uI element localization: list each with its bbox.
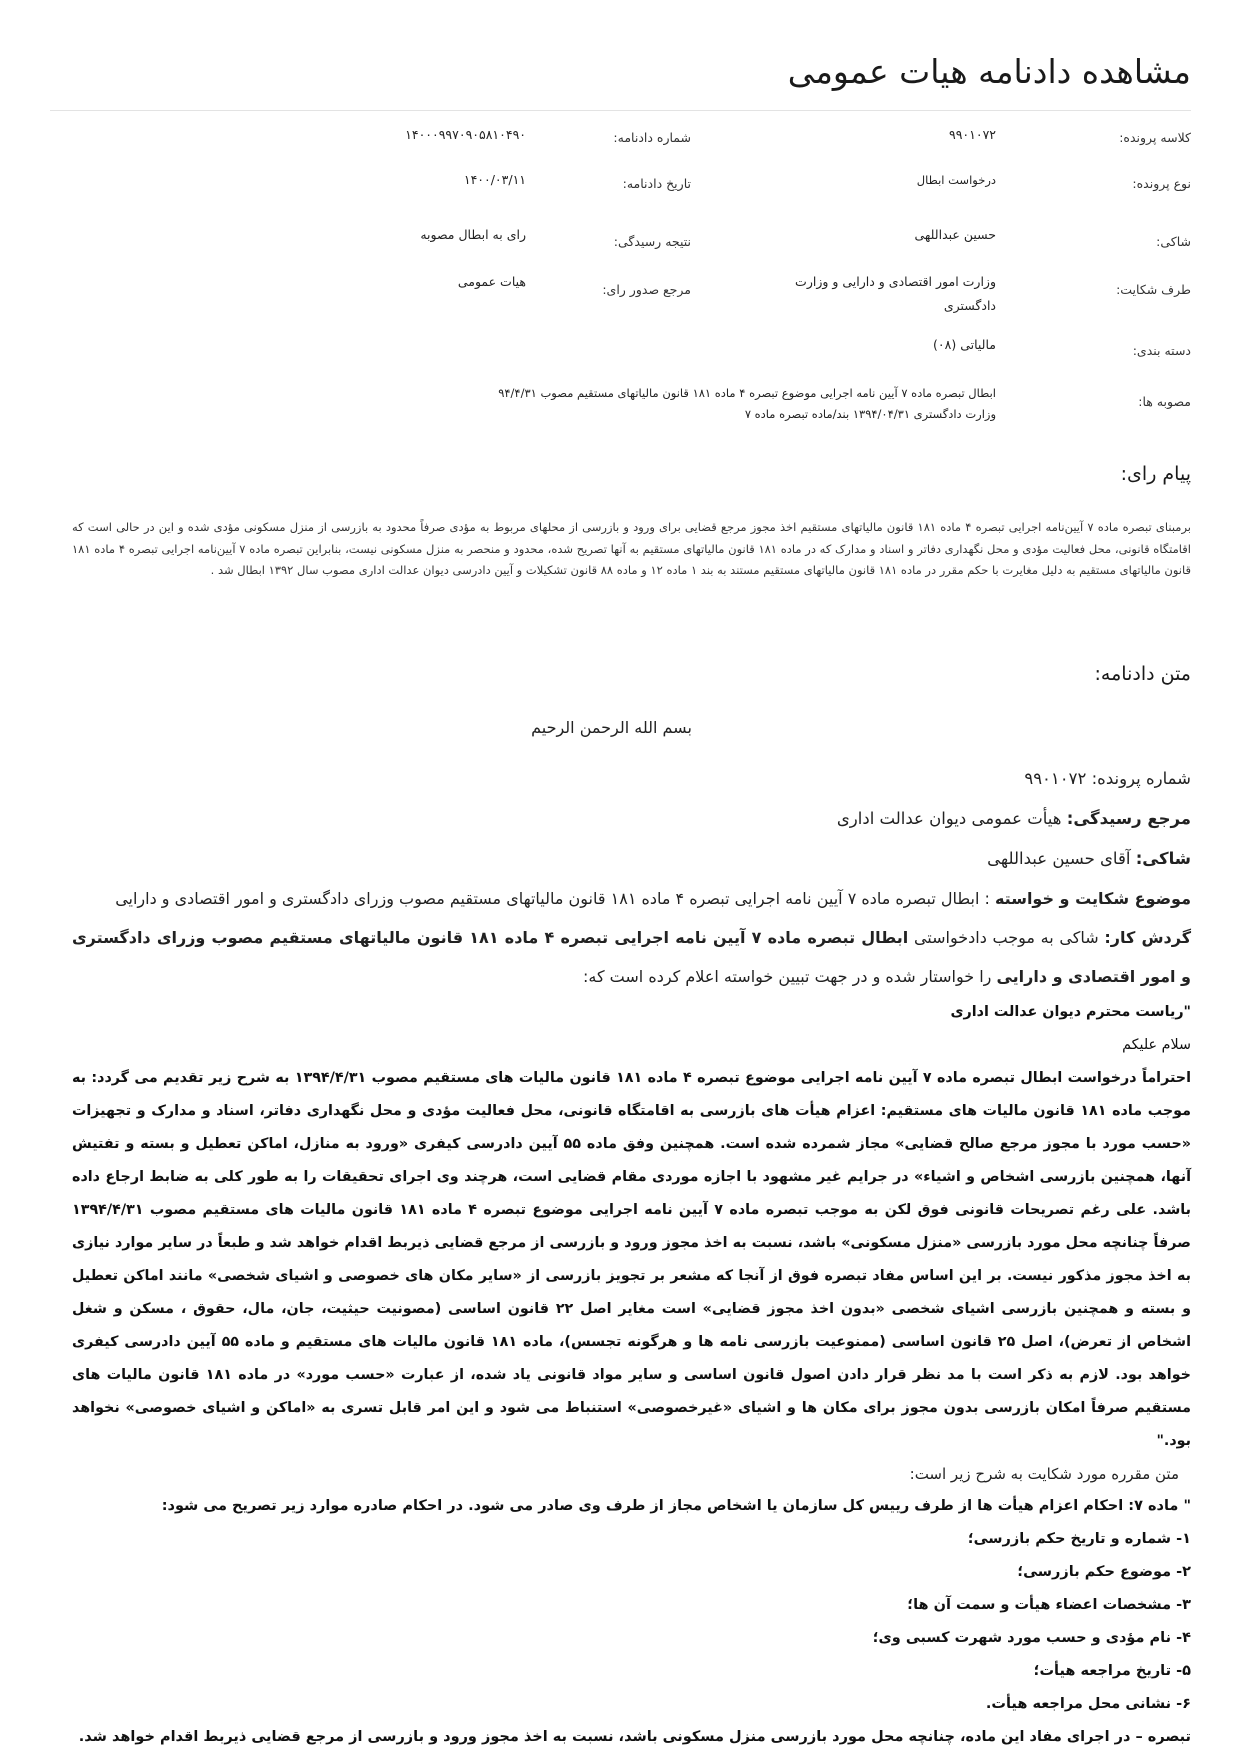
category-label: دسته بندی: xyxy=(1132,343,1191,358)
defendant-label: طرف شکایت: xyxy=(1116,282,1191,297)
plaintiff-label: شاکی: xyxy=(1156,234,1191,249)
process-intro: شاکی به موجب دادخواستی xyxy=(913,928,1099,947)
case-number-label: شماره پرونده: xyxy=(1091,769,1191,788)
verdict-text-heading: متن دادنامه: xyxy=(1094,663,1191,685)
verdict-number-label: شماره دادنامه: xyxy=(613,130,691,145)
subject-paragraph xyxy=(72,879,1191,918)
issuer-value: هیات عمومی xyxy=(457,274,526,289)
message-heading: پیام رای: xyxy=(1120,463,1191,485)
plaintiff-value: حسین عبداللهی xyxy=(914,227,996,242)
verdict-date-label: تاریخ دادنامه: xyxy=(622,176,691,191)
bismillah: بسم الله الرحمن الرحیم xyxy=(531,718,692,737)
plaintiff-verdict-value: آقای حسین عبداللهی xyxy=(987,849,1131,868)
process-label: گردش کار: xyxy=(1104,928,1192,947)
process-paragraph xyxy=(72,918,1191,996)
list-item: ۲- موضوع حکم بازرسی؛ xyxy=(1017,1564,1191,1580)
regulation-intro: متن مقرره مورد شکایت به شرح زیر است: xyxy=(909,1465,1179,1483)
issuer-label: مرجع صدور رای: xyxy=(602,282,691,297)
title-divider xyxy=(50,110,1191,111)
page-title: مشاهده دادنامه هیات عمومی xyxy=(787,52,1191,91)
case-number-line xyxy=(72,759,1191,799)
plaintiff-verdict-label: شاکی: xyxy=(1135,849,1191,868)
subject-label: موضوع شکایت و خواسته xyxy=(994,889,1191,908)
salutation-1: "ریاست محترم دیوان عدالت اداری xyxy=(950,1004,1191,1020)
article-note: تبصره – در اجرای مفاد این ماده، چنانچه محل مورد بازرسی منزل مسکونی باشد، نسبت به اخذ مجوز ورود و بازرسی از مرجع قضایی ذیربط اقدام خواهد شد. xyxy=(78,1729,1191,1745)
verdict-message: برمبنای تبصره ماده ۷ آیین‌نامه اجرایی تبصره ۴ ماده ۱۸۱ قانون مالیاتهای مستقیم اخذ مجوز مرجع قضایی برای ورود و بازرسی از محلهای مربوط به مؤدی صرفاً محدود به بازرسی از منزل مسکونی مؤدی شده و این در حالی است که اقامتگاه قانونی، محل فعالیت مؤدی و محل نگهداری دفاتر و اسناد و مدارک که در ماده ۱۸۱ قانون مالیاتهای مستقیم به آنها تصریح شده، محدود و منحصر به منزل مسکونی نیست، بنابراین تبصره ماده ۷ آیین‌نامه اجرایی تبصره ۴ ماده ۱۸۱ قانون مالیاتهای مستقیم به دلیل مغایرت با حکم مقرر در ماده ۱۸۱ قانون مالیاتهای مستقیم مستند به بند ۱ ماده ۱۲ و ماده ۸۸ قانون تشکیلات و آیین دادرسی دیوان عدالت اداری مصوب سال ۱۳۹۲ ابطال شد . xyxy=(72,520,1192,577)
verdict-number-value: ۱۴۰۰۰۹۹۷۰۹۰۵۸۱۰۴۹۰ xyxy=(405,127,526,142)
list-item: ۴- نام مؤدی و حسب مورد شهرت کسبی وی؛ xyxy=(872,1630,1191,1646)
process-request: ابطال تبصره ماده ۷ آیین نامه اجرایی تبصره ۴ ماده ۱۸۱ قانون مالیاتهای مستقیم مصوب وزرای دادگستری و امور اقتصادی و دارایی xyxy=(72,928,1191,986)
case-metadata xyxy=(50,127,1191,430)
process-tail: را خواستار شده و در جهت تبیین خواسته اعلام کرده است که: xyxy=(583,967,992,986)
case-number-value: ۹۹۰۱۰۷۲ xyxy=(1024,769,1087,788)
defendant-value: وزارت امور اقتصادی و دارایی و وزارت دادگستری xyxy=(795,274,996,313)
authority-value: هیأت عمومی دیوان عدالت اداری xyxy=(836,809,1062,828)
article-7: " ماده ۷: احکام اعزام هیأت ها از طرف رییس کل سازمان یا اشخاص مجاز از طرف وی صادر می شود. در احکام صادره موارد زیر تصریح می شود: xyxy=(161,1498,1191,1514)
list-item: ۳- مشخصات اعضاء هیأت و سمت آن ها؛ xyxy=(907,1597,1191,1613)
list-item: ۱- شماره و تاریخ حکم بازرسی؛ xyxy=(967,1531,1191,1547)
verdict-body xyxy=(72,718,1191,1754)
result-label: نتیجه رسیدگی: xyxy=(613,234,691,249)
category-value: مالیاتی (۰۸) xyxy=(933,337,996,352)
petition-paragraph: احتراماً درخواست ابطال تبصره ماده ۷ آیین نامه اجرایی موضوع تبصره ۴ ماده ۱۸۱ قانون مالیات های مستقیم مصوب ۱۳۹۴/۴/۳۱ به شرح زیر تقدیم می گردد: به موجب ماده ۱۸۱ قانون مالیات های مستقیم: اعزام هیأت های بازرسی به اقامتگاه قانونی، محل فعالیت مؤدی و محل نگهداری دفاتر، اسناد و مدارک و تجهیزات «حسب مورد با مجوز مرجع صالح قضایی» مجاز شمرده شده است. همچنین وفق ماده ۵۵ آیین دادرسی کیفری «ورود به منازل، اماکن تعطیل و بسته و تفتیش آنها، همچنین بازرسی اشخاص و اشیاء» در جرایم غیر مشهود با اجازه موردی مقام قضایی است، هرچند وی اجرای تحقیقات را به طور کلی به ضابط ارجاع داده باشد. علی رغم تصریحات قانونی فوق لکن به موجب تبصره ماده ۷ آیین نامه اجرایی موضوع تبصره ۴ ماده ۱۸۱ قانون مالیات های مستقیم مصوب ۱۳۹۴/۴/۳۱ صرفاً چنانچه محل مورد بازرسی «منزل مسکونی» باشد، نسبت به اخذ مجوز ورود و بازرسی از مرجع قضایی ذیربط اقدام خواهد شد و طبعاً در سایر موارد نیازی به اخذ مجوز مذکور نیست. بر این اساس مفاد تبصره فوق از آنجا که مشعر بر تجویز بازرسی از «سایر مکان های خصوصی و اشیای شخصی» مانند اماکن تعطیل و بسته و همچنین بازرسی اشیای شخصی «بدون اخذ مجوز قضایی» است مغایر اصل ۲۲ قانون اساسی (مصونیت حیثیت، جان، مال، حقوق ، مسکن و شغل اشخاص از تعرض)، اصل ۲۵ قانون اساسی (ممنوعیت بازرسی نامه ها و هرگونه تجسس)، ماده ۱۸۱ قانون مالیات های مستقیم و ماده ۵۵ آیین دادرسی کیفری خواهد بود. لازم به ذکر است با مد نظر قرار دادن اصول قانون اساسی و سایر مواد قانونی یاد شده، از عبارت «حسب مورد» در ماده ۱۸۱ قانون مالیات های مستقیم صرفاً امکان بازرسی بدون مجوز برای مکان ها و اشیای «غیرخصوصی» استنباط می شود و این امر قابل تسری به «اماکن و اشیای خصوصی» نخواهد بود." xyxy=(72,1070,1192,1449)
result-value: رای به ابطال مصوبه xyxy=(420,227,526,242)
resolutions-label: مصوبه ها: xyxy=(1138,394,1191,409)
verdict-date-value: ۱۴۰۰/۰۳/۱۱ xyxy=(463,172,526,187)
case-class-value: ۹۹۰۱۰۷۲ xyxy=(949,127,996,142)
authority-label: مرجع رسیدگی: xyxy=(1066,809,1191,828)
article-items xyxy=(72,1523,1191,1721)
list-item: ۵- تاریخ مراجعه هیأت؛ xyxy=(1033,1663,1191,1679)
subject-value: : ابطال تبصره ماده ۷ آیین نامه اجرایی تبصره ۴ ماده ۱۸۱ قانون مالیاتهای مستقیم مصوب وزرای دادگستری و امور اقتصادی و دارایی xyxy=(115,889,990,908)
plaintiff-line xyxy=(72,839,1191,879)
list-item: ۶- نشانی محل مراجعه هیأت. xyxy=(985,1696,1191,1712)
case-class-label: کلاسه پرونده: xyxy=(1119,130,1191,145)
salutation-2: سلام علیکم xyxy=(1122,1037,1191,1053)
authority-line xyxy=(72,799,1191,839)
resolutions-value: ابطال تبصره ماده ۷ آیین نامه اجرایی موضوع تبصره ۴ ماده ۱۸۱ قانون مالیاتهای مستقیم مصوب ۹۴/۴/۳۱ وزارت دادگستری ۱۳۹۴/۰۴/۳۱ بند/ماده تبصره ماده ۷ xyxy=(498,386,996,421)
case-type-value: درخواست ابطال xyxy=(916,173,996,187)
case-type-label: نوع پرونده: xyxy=(1132,176,1191,191)
